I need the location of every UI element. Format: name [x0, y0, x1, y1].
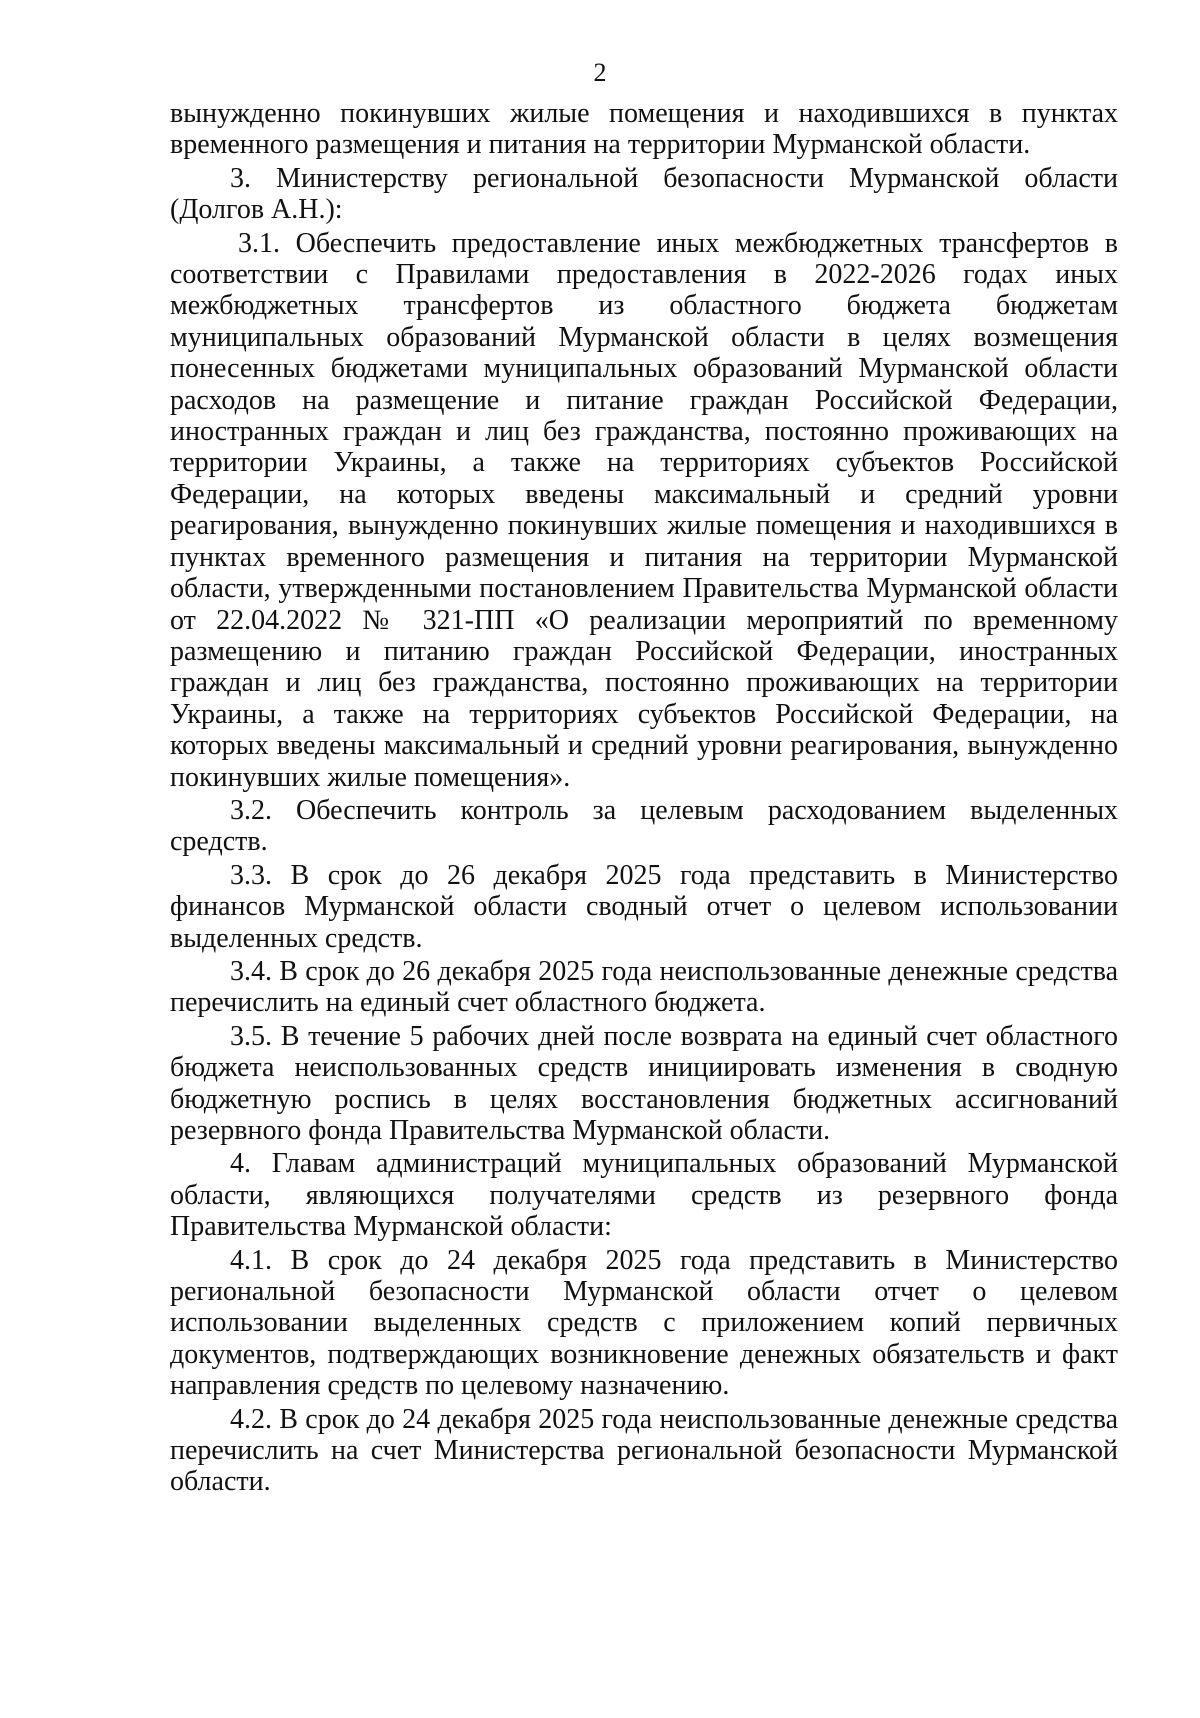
page-number: 2: [593, 58, 607, 87]
paragraph-3-1: 3.1. Обеспечить предоставление иных межбюджетных трансфертов в соответствии с Правилами предоставления в 2022-2026 годах иных межбюджетных трансфертов из областного бюджета бюджетам муниципальных образований Мурманской области в целях возмещения понесенных бюджетами муниципальных образований Мурманской области расходов на размещение и питание граждан Российской Федерации, иностранных граждан и лиц без гражданства, постоянно проживающих на территории Украины, а также на территориях субъектов Российской Федерации, на которых введены максимальный и средний уровни реагирования, вынужденно покинувших жилые помещения и находившихся в пунктах временного размещения и питания на территории Мурманской области, утвержденными постановлением Правительства Мурманской области от 22.04.2022 № 321-ПП «О реализации мероприятий по временному размещению и питанию граждан Российской Федерации, иностранных граждан и лиц без гражданства, постоянно проживающих на территории Украины, а также на территориях субъектов Российской Федерации, на которых введены максимальный и средний уровни реагирования, вынужденно покинувших жилые помещения».: [170, 227, 1118, 793]
paragraph-4-1: 4.1. В срок до 24 декабря 2025 года представить в Министерство региональной безопасности Мурманской области отчет о целевом использовании выделенных средств с приложением копий первичных документов, подтверждающих возникновение денежных обязательств и факт направления средств по целевому назначению.: [170, 1244, 1118, 1402]
paragraph-4: 4. Главам администраций муниципальных образований Мурманской области, являющихся получателями средств из резервного фонда Правительства Мурманской области:: [170, 1148, 1118, 1243]
paragraph-3-4: 3.4. В срок до 26 декабря 2025 года неиспользованные денежные средства перечислить на единый счет областного бюджета.: [170, 955, 1118, 1019]
paragraph-3-3: 3.3. В срок до 26 декабря 2025 года представить в Министерство финансов Мурманской области сводный отчет о целевом использовании выделенных средств.: [170, 859, 1118, 954]
document-body: [170, 98, 1118, 1500]
paragraph-3-5: 3.5. В течение 5 рабочих дней после возврата на единый счет областного бюджета неиспользованных средств инициировать изменения в сводную бюджетную роспись в целях восстановления бюджетных ассигнований резервного фонда Правительства Мурманской области.: [170, 1020, 1118, 1146]
paragraph-3: 3. Министерству региональной безопасности Мурманской области (Долгов А.Н.):: [170, 162, 1118, 226]
paragraph-4-2: 4.2. В срок до 24 декабря 2025 года неиспользованные денежные средства перечислить на счет Министерства региональной безопасности Мурманской области.: [170, 1403, 1118, 1498]
paragraph-3-2: 3.2. Обеспечить контроль за целевым расходованием выделенных средств.: [170, 794, 1118, 858]
paragraph-continuation: вынужденно покинувших жилые помещения и находившихся в пунктах временного размещения и питания на территории Мурманской области.: [170, 98, 1118, 161]
